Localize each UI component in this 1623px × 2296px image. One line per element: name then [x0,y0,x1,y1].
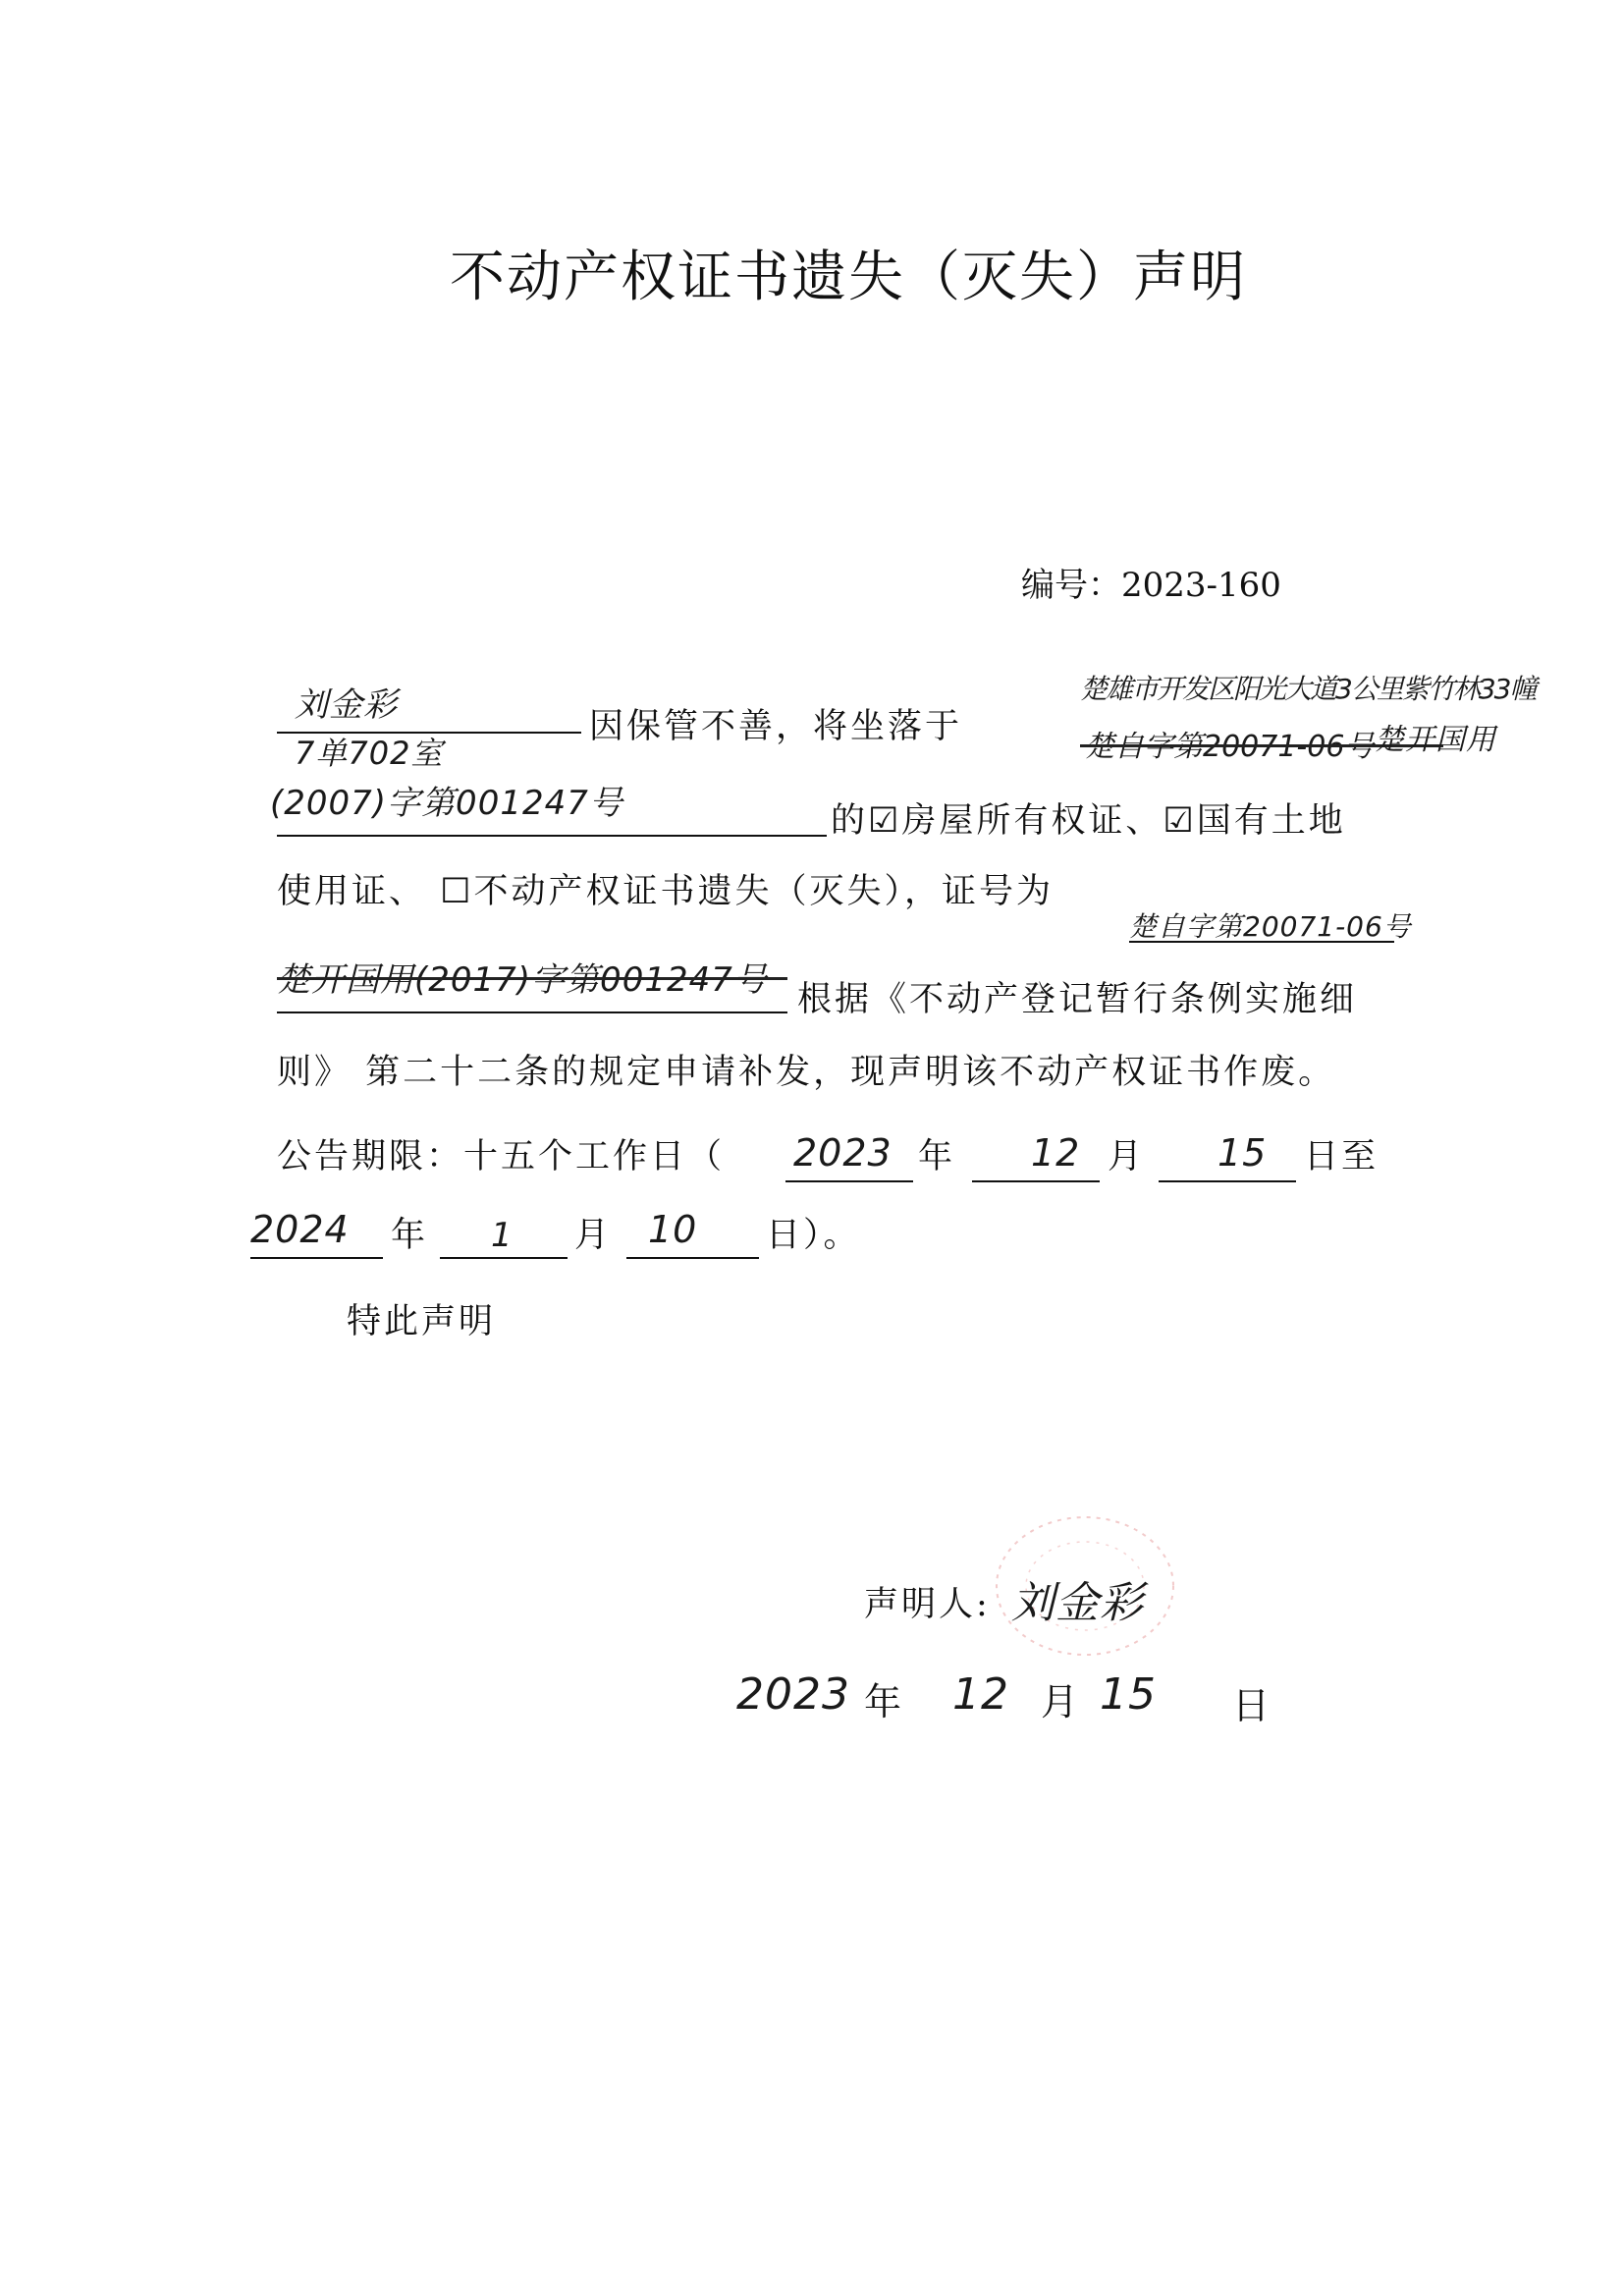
end-month-underline [440,1257,568,1259]
declarant-signature: 刘金彩 [1011,1578,1144,1628]
handwritten-name: 刘金彩 [295,685,398,725]
text-month-2: 月 [574,1216,613,1255]
sign-day: 15 [1100,1669,1157,1720]
line3-underline [277,835,827,837]
text-year-2: 年 [391,1216,429,1255]
start-year-underline [785,1180,913,1182]
handwritten-line3: (2007)字第001247号 [270,784,623,823]
start-day: 15 [1217,1131,1268,1175]
text-p5: 根据《不动产登记暂行条例实施细 [797,980,1358,1019]
sign-month-suffix: 月 [1041,1680,1082,1723]
handwritten-address-2: 7单702室 [295,735,444,772]
document-number: 编号：2023-160 [1021,566,1281,605]
handwritten-cert-no: 楚自字第20071-06号 [1129,910,1412,943]
sign-year-suffix: 年 [864,1680,905,1723]
start-month: 12 [1031,1131,1081,1175]
start-month-underline [972,1180,1100,1182]
end-year: 2024 [250,1208,350,1251]
text-year-1: 年 [918,1137,956,1176]
land-cert-underline [277,1011,787,1013]
sign-month: 12 [952,1669,1009,1720]
end-year-underline [250,1257,383,1259]
handwritten-address-1: 楚雄市开发区阳光大道3公里紫竹林33幢 [1080,673,1536,705]
text-p4: 使用证、 ☐不动产权证书遗失（灭失），证号为 [277,872,1055,911]
end-day: 10 [648,1208,698,1251]
end-day-underline [626,1257,759,1259]
handwritten-land-cert: 楚开国用(2017)字第001247号 [277,960,768,1000]
start-year: 2023 [793,1131,893,1175]
text-hereby: 特此声明 [347,1302,497,1341]
text-p1: 因保管不善，将坐落于 [589,707,963,746]
handwritten-strike-1: 楚开国用 [1375,723,1496,757]
document-title: 不动产权证书遗失（灭失）声明 [450,246,1247,309]
text-day-to: 日至 [1304,1137,1380,1176]
start-day-underline [1159,1180,1296,1182]
text-declarant: 声明人: [864,1585,991,1624]
text-day-close: 日）。 [766,1216,861,1255]
sign-day-suffix: 日 [1232,1684,1273,1727]
end-month: 1 [491,1216,514,1255]
text-month-1: 月 [1108,1137,1146,1176]
cert-no-underline [1129,941,1394,943]
text-p3: 的☑房屋所有权证、☑国有土地 [831,801,1346,841]
text-p6: 则》 第二十二条的规定申请补发，现声明该不动产权证书作废。 [277,1053,1336,1092]
strike-line-2 [277,977,787,980]
handwritten-cert-prefix: 楚自字第20071-06号 [1085,730,1375,764]
text-p7-prefix: 公告期限：十五个工作日（ [277,1137,726,1176]
sign-year: 2023 [736,1669,850,1720]
